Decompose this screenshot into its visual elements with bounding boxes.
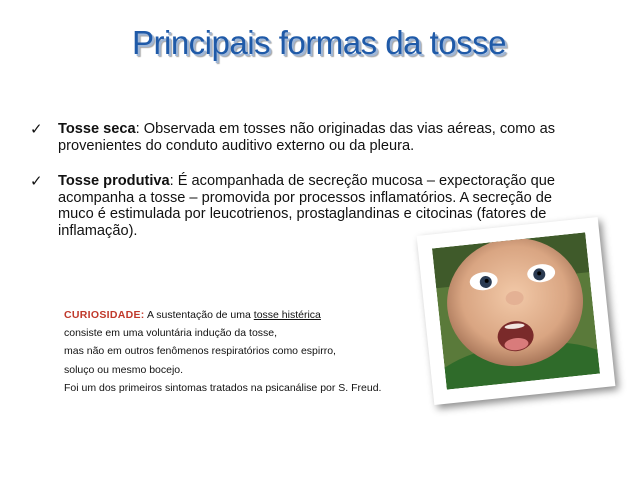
slide-title: Principais formas da tosse xyxy=(132,24,506,61)
bullet-text: É acompanhada de secreção mucosa – expectoração que acompanha a tosse – promovida por processos inflamatórios. A secreção de muco é estimulada por leucotrienos, prostaglandinas e citocinas (fatores de inflamação). xyxy=(58,173,556,239)
bullet-item: ✓ Tosse seca: Observada em tosses não originadas das vias aéreas, como as provenientes do conduto auditivo externo ou da pleura. xyxy=(30,120,556,154)
curiosity-line: consiste em uma voluntária indução da tosse, xyxy=(64,327,278,340)
checkmark-icon: ✓ xyxy=(30,172,43,190)
curiosity-line: Foi um dos primeiros sintomas tratados na psicanálise por S. Freud. xyxy=(64,381,382,394)
coughing-child-photo xyxy=(432,232,600,389)
curiosity-label: CURIOSIDADE: xyxy=(64,309,145,321)
curiosity-line: soluço ou mesmo bocejo. xyxy=(64,363,184,376)
photo-polaroid xyxy=(405,210,637,430)
bullet-term: Tosse produtiva xyxy=(58,173,170,189)
bullet-term: Tosse seca xyxy=(58,121,136,137)
bullet-text: Observada em tosses não originadas das vias aéreas, como as provenientes do conduto auditivo externo ou da pleura. xyxy=(58,121,556,154)
curiosity-box xyxy=(64,306,381,397)
curiosity-line: CURIOSIDADE: A sustentação de uma tosse histérica xyxy=(64,309,321,321)
bullet-item: ✓ Tosse produtiva: É acompanhada de secreção mucosa – expectoração que acompanha a tosse – promovida por processos inflamatórios. A secreção de muco é estimulada por leucotrienos, prostaglandinas e citocinas (fatores de inflamação). xyxy=(30,172,556,239)
checkmark-icon: ✓ xyxy=(30,120,43,138)
photo-frame xyxy=(417,217,616,405)
hysterical-cough-term: tosse histérica xyxy=(253,309,321,321)
curiosity-line: mas não em outros fenômenos respiratórios como espirro, xyxy=(64,345,336,358)
